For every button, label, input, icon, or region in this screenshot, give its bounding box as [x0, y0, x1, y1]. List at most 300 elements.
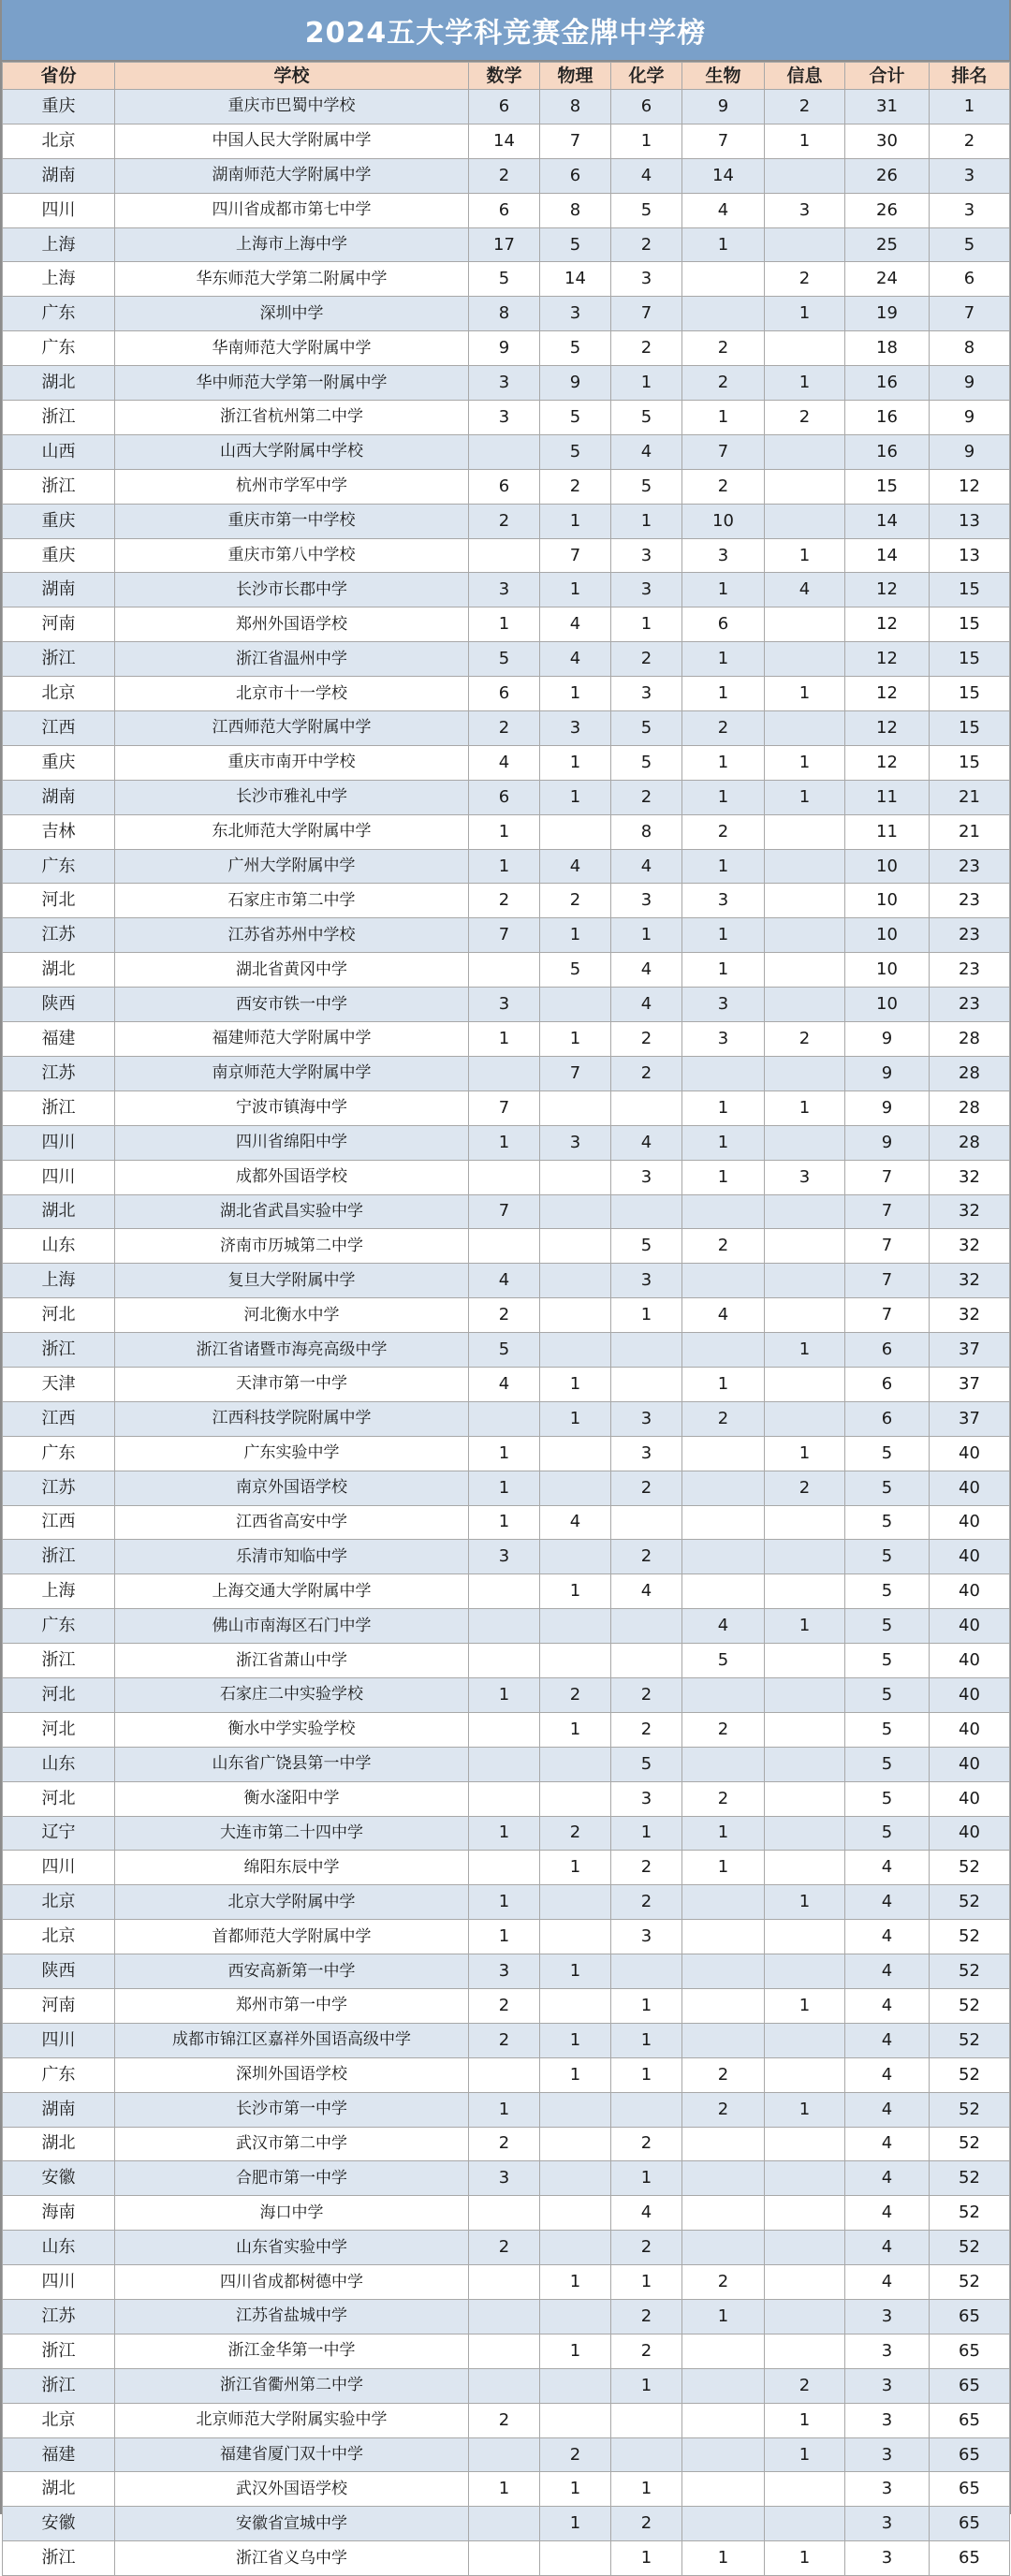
- physics-cell: 7: [540, 538, 611, 573]
- school-cell: 郑州外国语学校: [115, 607, 469, 642]
- math-cell: 3: [469, 401, 540, 435]
- school-cell: 福建省厦门双十中学: [115, 2437, 469, 2472]
- school-cell: 大连市第二十四中学: [115, 1816, 469, 1851]
- chemistry-cell: 3: [611, 1436, 682, 1471]
- physics-cell: 14: [540, 262, 611, 297]
- math-cell: 3: [469, 573, 540, 607]
- table-row: [3, 1885, 1010, 1920]
- rank-cell: 40: [930, 1505, 1010, 1540]
- total-cell: 9: [845, 1090, 930, 1125]
- school-cell: 长沙市长郡中学: [115, 573, 469, 607]
- province-cell: 浙江: [3, 401, 115, 435]
- total-cell: 16: [845, 366, 930, 401]
- math-cell: 3: [469, 1540, 540, 1574]
- province-cell: 重庆: [3, 538, 115, 573]
- chemistry-cell: 1: [611, 2265, 682, 2300]
- biology-cell: 1: [682, 2541, 765, 2576]
- total-cell: 4: [845, 2161, 930, 2196]
- biology-cell: [682, 2368, 765, 2403]
- school-cell: 济南市历城第二中学: [115, 1229, 469, 1264]
- province-cell: 安徽: [3, 2161, 115, 2196]
- rank-cell: 12: [930, 469, 1010, 504]
- chemistry-cell: 2: [611, 227, 682, 262]
- biology-cell: [682, 2334, 765, 2368]
- biology-cell: [682, 1056, 765, 1090]
- chemistry-cell: 2: [611, 331, 682, 366]
- biology-cell: [682, 1677, 765, 1712]
- province-cell: 四川: [3, 1160, 115, 1194]
- math-cell: [469, 1644, 540, 1678]
- biology-cell: 4: [682, 193, 765, 227]
- chemistry-cell: [611, 2403, 682, 2437]
- total-cell: 12: [845, 677, 930, 711]
- rank-cell: 23: [930, 918, 1010, 953]
- physics-cell: 3: [540, 1125, 611, 1160]
- rank-cell: 28: [930, 1090, 1010, 1125]
- biology-cell: 1: [682, 1090, 765, 1125]
- informatics-cell: [765, 1401, 845, 1436]
- province-cell: 湖北: [3, 366, 115, 401]
- biology-cell: 2: [682, 1712, 765, 1747]
- informatics-cell: [765, 2231, 845, 2265]
- rank-cell: 9: [930, 434, 1010, 469]
- informatics-cell: [765, 1954, 845, 1989]
- biology-cell: [682, 262, 765, 297]
- math-cell: 1: [469, 814, 540, 849]
- header-rank: 排名: [930, 63, 1010, 90]
- school-cell: 江西省高安中学: [115, 1505, 469, 1540]
- rank-cell: 32: [930, 1194, 1010, 1229]
- math-cell: 6: [469, 677, 540, 711]
- table-row: [3, 2300, 1010, 2334]
- informatics-cell: 1: [765, 2541, 845, 2576]
- informatics-cell: [765, 469, 845, 504]
- province-cell: 海南: [3, 2196, 115, 2231]
- physics-cell: 8: [540, 90, 611, 124]
- rank-cell: 6: [930, 262, 1010, 297]
- chemistry-cell: 5: [611, 469, 682, 504]
- informatics-cell: [765, 1851, 845, 1885]
- school-cell: 深圳中学: [115, 297, 469, 331]
- chemistry-cell: 1: [611, 1988, 682, 2023]
- school-cell: 浙江省义乌中学: [115, 2541, 469, 2576]
- math-cell: [469, 2196, 540, 2231]
- title-bar: [2, 0, 1009, 62]
- physics-cell: [540, 2161, 611, 2196]
- chemistry-cell: 8: [611, 814, 682, 849]
- math-cell: 2: [469, 2127, 540, 2161]
- informatics-cell: [765, 2127, 845, 2161]
- chemistry-cell: 2: [611, 1471, 682, 1505]
- province-cell: 四川: [3, 1851, 115, 1885]
- math-cell: [469, 1747, 540, 1781]
- table-row: [3, 331, 1010, 366]
- total-cell: 16: [845, 401, 930, 435]
- rank-cell: 28: [930, 1125, 1010, 1160]
- province-cell: 浙江: [3, 1333, 115, 1368]
- table-row: [3, 607, 1010, 642]
- chemistry-cell: 3: [611, 262, 682, 297]
- province-cell: 浙江: [3, 469, 115, 504]
- province-cell: 四川: [3, 2023, 115, 2057]
- school-cell: 宁波市镇海中学: [115, 1090, 469, 1125]
- province-cell: 安徽: [3, 2507, 115, 2541]
- rank-cell: 40: [930, 1816, 1010, 1851]
- physics-cell: [540, 1781, 611, 1816]
- total-cell: 5: [845, 1574, 930, 1609]
- math-cell: [469, 2265, 540, 2300]
- physics-cell: 9: [540, 366, 611, 401]
- math-cell: [469, 1781, 540, 1816]
- total-cell: 9: [845, 1022, 930, 1057]
- informatics-cell: [765, 1574, 845, 1609]
- province-cell: 北京: [3, 124, 115, 158]
- informatics-cell: [765, 918, 845, 953]
- school-cell: 河北衡水中学: [115, 1298, 469, 1333]
- province-cell: 河北: [3, 884, 115, 918]
- table-row: [3, 1401, 1010, 1436]
- province-cell: 福建: [3, 2437, 115, 2472]
- biology-cell: 2: [682, 1401, 765, 1436]
- informatics-cell: 1: [765, 1333, 845, 1368]
- informatics-cell: [765, 988, 845, 1022]
- physics-cell: [540, 1920, 611, 1954]
- physics-cell: [540, 2231, 611, 2265]
- biology-cell: [682, 1920, 765, 1954]
- biology-cell: [682, 2472, 765, 2507]
- rank-cell: 28: [930, 1056, 1010, 1090]
- informatics-cell: 1: [765, 2437, 845, 2472]
- biology-cell: 1: [682, 227, 765, 262]
- informatics-cell: 1: [765, 366, 845, 401]
- school-cell: 山西大学附属中学校: [115, 434, 469, 469]
- physics-cell: 1: [540, 677, 611, 711]
- physics-cell: 5: [540, 401, 611, 435]
- rank-cell: 3: [930, 158, 1010, 193]
- rank-cell: 15: [930, 677, 1010, 711]
- school-cell: 浙江金华第一中学: [115, 2334, 469, 2368]
- table-row: [3, 193, 1010, 227]
- page-title: 2024五大学科竞赛金牌中学榜: [304, 17, 707, 50]
- province-cell: 江西: [3, 1401, 115, 1436]
- province-cell: 湖北: [3, 2127, 115, 2161]
- school-cell: 浙江省诸暨市海亮高级中学: [115, 1333, 469, 1368]
- rank-cell: 23: [930, 988, 1010, 1022]
- informatics-cell: 2: [765, 262, 845, 297]
- chemistry-cell: 2: [611, 2300, 682, 2334]
- table-row: [3, 1781, 1010, 1816]
- chemistry-cell: 1: [611, 2161, 682, 2196]
- informatics-cell: [765, 331, 845, 366]
- biology-cell: 3: [682, 988, 765, 1022]
- rank-cell: 40: [930, 1781, 1010, 1816]
- biology-cell: [682, 1574, 765, 1609]
- informatics-cell: [765, 1229, 845, 1264]
- chemistry-cell: 5: [611, 193, 682, 227]
- informatics-cell: 1: [765, 2403, 845, 2437]
- rank-cell: 32: [930, 1264, 1010, 1298]
- chemistry-cell: [611, 1194, 682, 1229]
- province-cell: 四川: [3, 193, 115, 227]
- table-row: [3, 297, 1010, 331]
- informatics-cell: [765, 504, 845, 538]
- chemistry-cell: 2: [611, 1885, 682, 1920]
- physics-cell: 1: [540, 745, 611, 780]
- biology-cell: [682, 1471, 765, 1505]
- rank-cell: 15: [930, 573, 1010, 607]
- rank-cell: 15: [930, 745, 1010, 780]
- table-row: [3, 2265, 1010, 2300]
- chemistry-cell: 7: [611, 297, 682, 331]
- math-cell: 1: [469, 1125, 540, 1160]
- physics-cell: 4: [540, 642, 611, 677]
- school-cell: 江西科技学院附属中学: [115, 1401, 469, 1436]
- table-row: [3, 1333, 1010, 1368]
- table-row: [3, 2437, 1010, 2472]
- table-row: [3, 2161, 1010, 2196]
- table-row: [3, 2231, 1010, 2265]
- rank-cell: 32: [930, 1160, 1010, 1194]
- biology-cell: 1: [682, 573, 765, 607]
- school-cell: 衡水滏阳中学: [115, 1781, 469, 1816]
- math-cell: 4: [469, 1367, 540, 1401]
- rank-cell: 40: [930, 1471, 1010, 1505]
- rank-cell: 15: [930, 711, 1010, 746]
- physics-cell: [540, 1609, 611, 1644]
- table-body: [3, 90, 1010, 2576]
- physics-cell: 6: [540, 158, 611, 193]
- rank-cell: 13: [930, 538, 1010, 573]
- province-cell: 山西: [3, 434, 115, 469]
- physics-cell: [540, 2196, 611, 2231]
- total-cell: 5: [845, 1712, 930, 1747]
- chemistry-cell: 2: [611, 780, 682, 814]
- rank-cell: 52: [930, 2023, 1010, 2057]
- rank-cell: 40: [930, 1644, 1010, 1678]
- total-cell: 24: [845, 262, 930, 297]
- school-cell: 华中师范大学第一附属中学: [115, 366, 469, 401]
- school-cell: 西安市铁一中学: [115, 988, 469, 1022]
- physics-cell: [540, 2368, 611, 2403]
- table-row: [3, 1367, 1010, 1401]
- table-row: [3, 711, 1010, 746]
- chemistry-cell: 2: [611, 2231, 682, 2265]
- total-cell: 3: [845, 2300, 930, 2334]
- math-cell: 7: [469, 918, 540, 953]
- chemistry-cell: 1: [611, 366, 682, 401]
- total-cell: 26: [845, 158, 930, 193]
- rank-cell: 52: [930, 2057, 1010, 2092]
- math-cell: 6: [469, 90, 540, 124]
- total-cell: 26: [845, 193, 930, 227]
- table-row: [3, 1436, 1010, 1471]
- province-cell: 广东: [3, 1436, 115, 1471]
- math-cell: 2: [469, 884, 540, 918]
- school-cell: 南京师范大学附属中学: [115, 1056, 469, 1090]
- rank-cell: 32: [930, 1298, 1010, 1333]
- biology-cell: 7: [682, 434, 765, 469]
- province-cell: 浙江: [3, 2334, 115, 2368]
- chemistry-cell: 5: [611, 401, 682, 435]
- informatics-cell: [765, 1781, 845, 1816]
- province-cell: 湖南: [3, 2092, 115, 2127]
- total-cell: 4: [845, 1885, 930, 1920]
- table-row: [3, 262, 1010, 297]
- province-cell: 吉林: [3, 814, 115, 849]
- rank-cell: 37: [930, 1367, 1010, 1401]
- math-cell: 1: [469, 1816, 540, 1851]
- table-row: [3, 1505, 1010, 1540]
- biology-cell: 6: [682, 607, 765, 642]
- math-cell: 1: [469, 2472, 540, 2507]
- province-cell: 重庆: [3, 90, 115, 124]
- header-school: 学校: [115, 63, 469, 90]
- informatics-cell: 1: [765, 745, 845, 780]
- school-cell: 西安高新第一中学: [115, 1954, 469, 1989]
- rank-cell: 52: [930, 2092, 1010, 2127]
- rank-cell: 15: [930, 642, 1010, 677]
- biology-cell: [682, 2196, 765, 2231]
- table-row: [3, 434, 1010, 469]
- province-cell: 江苏: [3, 1471, 115, 1505]
- math-cell: [469, 1401, 540, 1436]
- school-cell: 重庆市巴蜀中学校: [115, 90, 469, 124]
- chemistry-cell: 2: [611, 1540, 682, 1574]
- physics-cell: [540, 2300, 611, 2334]
- biology-cell: 2: [682, 469, 765, 504]
- physics-cell: 1: [540, 2023, 611, 2057]
- province-cell: 江苏: [3, 2300, 115, 2334]
- chemistry-cell: 3: [611, 677, 682, 711]
- informatics-cell: [765, 2265, 845, 2300]
- rank-cell: 40: [930, 1540, 1010, 1574]
- table-row: [3, 2541, 1010, 2576]
- total-cell: 11: [845, 814, 930, 849]
- table-row: [3, 677, 1010, 711]
- informatics-cell: 1: [765, 1090, 845, 1125]
- rank-cell: 52: [930, 2161, 1010, 2196]
- total-cell: 7: [845, 1264, 930, 1298]
- rank-cell: 40: [930, 1712, 1010, 1747]
- informatics-cell: 1: [765, 1436, 845, 1471]
- table-row: [3, 1194, 1010, 1229]
- math-cell: [469, 1609, 540, 1644]
- total-cell: 10: [845, 884, 930, 918]
- physics-cell: 4: [540, 849, 611, 884]
- chemistry-cell: [611, 1505, 682, 1540]
- total-cell: 4: [845, 2092, 930, 2127]
- biology-cell: 1: [682, 642, 765, 677]
- rank-cell: 15: [930, 607, 1010, 642]
- rank-cell: 52: [930, 1920, 1010, 1954]
- math-cell: 3: [469, 1954, 540, 1989]
- rank-cell: 40: [930, 1436, 1010, 1471]
- province-cell: 辽宁: [3, 1816, 115, 1851]
- table-row: [3, 1644, 1010, 1678]
- total-cell: 31: [845, 90, 930, 124]
- informatics-cell: 1: [765, 677, 845, 711]
- biology-cell: [682, 1885, 765, 1920]
- total-cell: 3: [845, 2541, 930, 2576]
- medal-table: [2, 62, 1010, 2576]
- biology-cell: 10: [682, 504, 765, 538]
- math-cell: 17: [469, 227, 540, 262]
- rank-cell: 65: [930, 2368, 1010, 2403]
- chemistry-cell: [611, 1333, 682, 1368]
- table-row: [3, 1677, 1010, 1712]
- school-cell: 成都外国语学校: [115, 1160, 469, 1194]
- biology-cell: 2: [682, 2265, 765, 2300]
- total-cell: 4: [845, 1954, 930, 1989]
- biology-cell: [682, 2507, 765, 2541]
- math-cell: 2: [469, 158, 540, 193]
- physics-cell: [540, 1436, 611, 1471]
- physics-cell: [540, 2092, 611, 2127]
- total-cell: 12: [845, 607, 930, 642]
- total-cell: 6: [845, 1333, 930, 1368]
- chemistry-cell: 2: [611, 642, 682, 677]
- math-cell: 3: [469, 2161, 540, 2196]
- biology-cell: 2: [682, 331, 765, 366]
- physics-cell: 1: [540, 2334, 611, 2368]
- header-total: 合计: [845, 63, 930, 90]
- informatics-cell: [765, 849, 845, 884]
- total-cell: 12: [845, 745, 930, 780]
- informatics-cell: [765, 2334, 845, 2368]
- biology-cell: 4: [682, 1609, 765, 1644]
- table-row: [3, 2334, 1010, 2368]
- rank-cell: 52: [930, 1954, 1010, 1989]
- math-cell: [469, 1574, 540, 1609]
- biology-cell: 1: [682, 745, 765, 780]
- physics-cell: 1: [540, 1574, 611, 1609]
- rank-cell: 52: [930, 1885, 1010, 1920]
- province-cell: 四川: [3, 1125, 115, 1160]
- school-cell: 广东实验中学: [115, 1436, 469, 1471]
- biology-cell: 9: [682, 90, 765, 124]
- informatics-cell: [765, 1194, 845, 1229]
- table-row: [3, 2368, 1010, 2403]
- math-cell: 8: [469, 297, 540, 331]
- math-cell: [469, 1712, 540, 1747]
- chemistry-cell: 1: [611, 1298, 682, 1333]
- physics-cell: 5: [540, 227, 611, 262]
- school-cell: 重庆市南开中学校: [115, 745, 469, 780]
- physics-cell: 1: [540, 780, 611, 814]
- school-cell: 江西师范大学附属中学: [115, 711, 469, 746]
- school-cell: 深圳外国语学校: [115, 2057, 469, 2092]
- informatics-cell: [765, 2472, 845, 2507]
- math-cell: 2: [469, 504, 540, 538]
- math-cell: 7: [469, 1194, 540, 1229]
- math-cell: 2: [469, 2403, 540, 2437]
- school-cell: 浙江省衢州第二中学: [115, 2368, 469, 2403]
- biology-cell: [682, 2023, 765, 2057]
- school-cell: 佛山市南海区石门中学: [115, 1609, 469, 1644]
- physics-cell: 1: [540, 1851, 611, 1885]
- math-cell: 1: [469, 1505, 540, 1540]
- physics-cell: 1: [540, 504, 611, 538]
- math-cell: 1: [469, 1677, 540, 1712]
- total-cell: 6: [845, 1367, 930, 1401]
- informatics-cell: [765, 158, 845, 193]
- school-cell: 重庆市第一中学校: [115, 504, 469, 538]
- chemistry-cell: 2: [611, 1851, 682, 1885]
- header-physics: 物理: [540, 63, 611, 90]
- informatics-cell: [765, 1540, 845, 1574]
- informatics-cell: [765, 2507, 845, 2541]
- physics-cell: 1: [540, 918, 611, 953]
